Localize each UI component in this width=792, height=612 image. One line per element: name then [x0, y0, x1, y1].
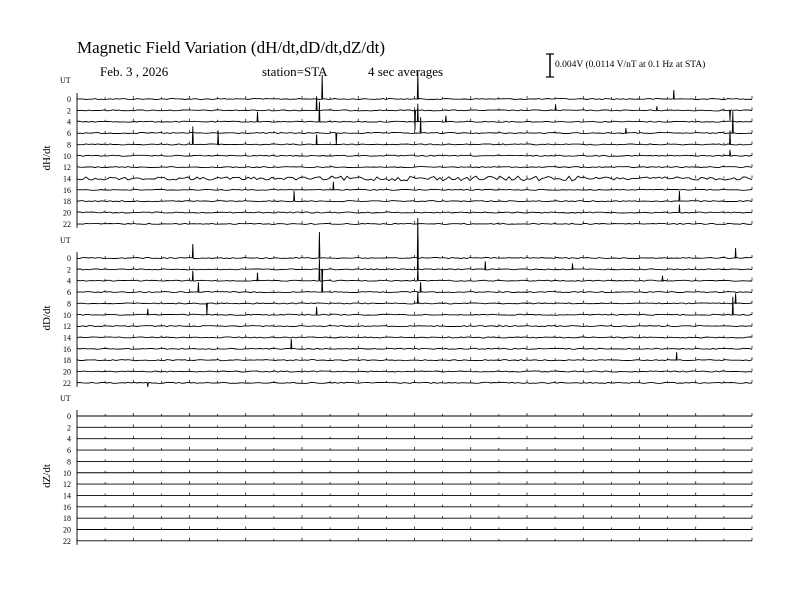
- trace-dHdt-0: [77, 71, 752, 100]
- hour-label: 18: [63, 356, 71, 366]
- hour-label: 20: [63, 208, 71, 218]
- hour-label: 6: [67, 288, 71, 298]
- hour-label: 4: [67, 117, 71, 127]
- hour-label: 22: [63, 219, 71, 229]
- ut-axis-label-1: UT: [60, 76, 71, 85]
- hour-label: 2: [67, 265, 71, 275]
- trace-dHdt-2: [77, 96, 752, 130]
- hour-label: 14: [63, 491, 71, 501]
- station-label: station=STA: [262, 64, 328, 79]
- hour-label: 4: [67, 434, 71, 444]
- hour-label: 16: [63, 502, 71, 512]
- hour-label: 20: [63, 367, 71, 377]
- panel-ylabel-2: dD/dt: [41, 305, 53, 331]
- hour-label: 4: [67, 276, 71, 286]
- hour-label: 14: [63, 333, 71, 343]
- hour-label: 2: [67, 106, 71, 116]
- hour-label: 16: [63, 344, 71, 354]
- hour-label: 10: [63, 310, 71, 320]
- hour-label: 12: [63, 163, 71, 173]
- hour-label: 2: [67, 423, 71, 433]
- hour-label: 0: [67, 254, 71, 263]
- ut-axis-label-2: UT: [60, 236, 71, 245]
- hour-label: 10: [63, 151, 71, 161]
- date-label: Feb. 3 , 2026: [100, 64, 169, 79]
- hour-label: 6: [67, 129, 71, 139]
- scale-bar-label: 0.004V (0.0114 V/nT at 0.1 Hz at STA): [555, 60, 706, 70]
- hour-label: 0: [67, 95, 71, 104]
- hour-label: 6: [67, 446, 71, 456]
- panel-ylabel-1: dH/dt: [41, 145, 53, 171]
- hour-label: 18: [63, 514, 71, 524]
- hour-label: 20: [63, 525, 71, 535]
- hour-label: 10: [63, 468, 71, 478]
- hour-label: 16: [63, 185, 71, 195]
- hour-label: 14: [63, 174, 71, 184]
- hour-label: 8: [67, 140, 71, 150]
- hour-label: 22: [63, 536, 71, 546]
- hour-label: 8: [67, 457, 71, 467]
- trace-dDdt-22: [77, 382, 752, 387]
- panel-ylabel-3: dZ/dt: [41, 464, 53, 488]
- hour-label: 22: [63, 378, 71, 388]
- averaging-label: 4 sec averages: [368, 64, 444, 79]
- hour-label: 12: [63, 322, 71, 332]
- hour-label: 12: [63, 480, 71, 490]
- page-title: Magnetic Field Variation (dH/dt,dD/dt,dZ/dt): [77, 38, 386, 57]
- hour-label: 8: [67, 299, 71, 309]
- ut-axis-label-3: UT: [60, 394, 71, 403]
- hour-label: 0: [67, 412, 71, 421]
- hour-label: 18: [63, 197, 71, 207]
